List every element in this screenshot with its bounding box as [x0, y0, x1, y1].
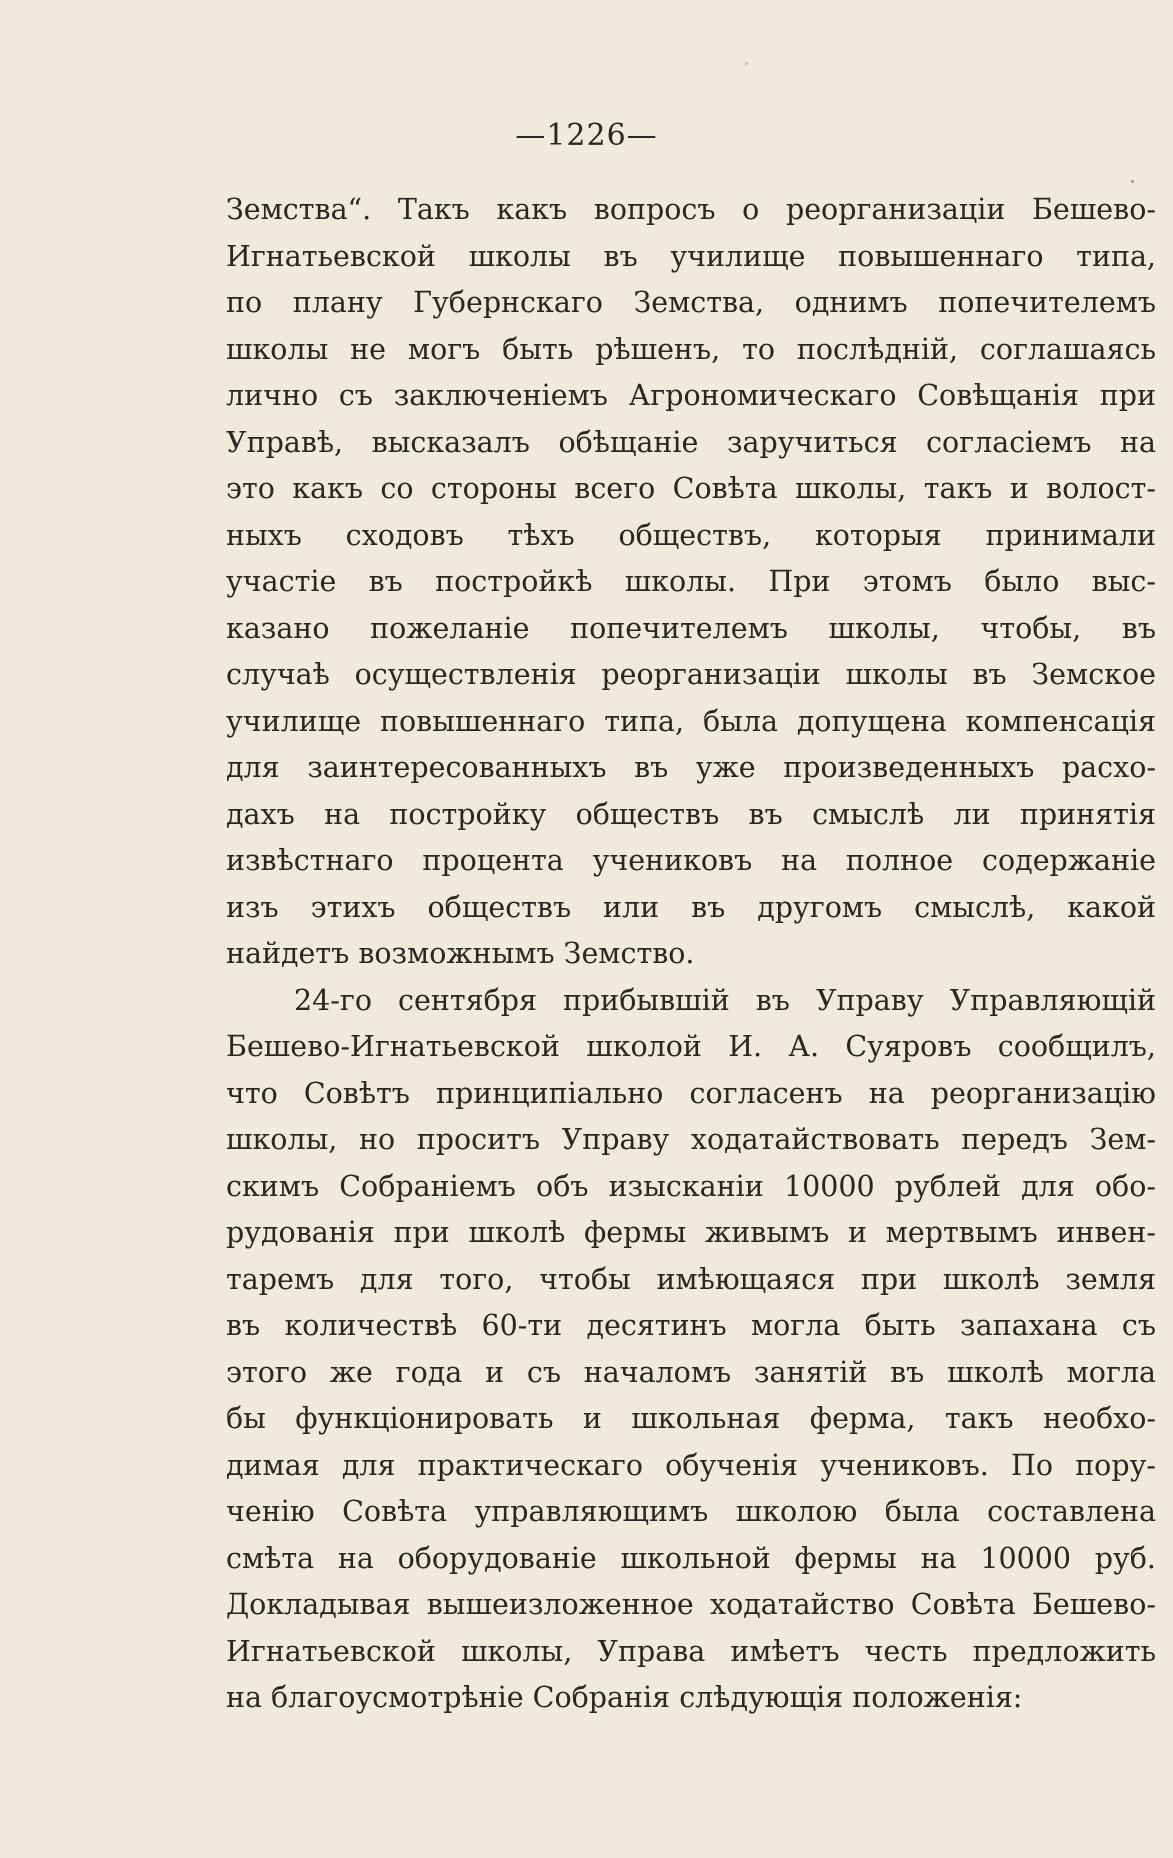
text-line: по плану Губернскаго Земства, однимъ попечителемъ: [226, 286, 1156, 319]
text-line: Земства“. Такъ какъ вопросъ о реорганизацiи Бешево-: [226, 193, 1156, 226]
text-line: лично съ заключенiемъ Агрономическаго Совѣщанiя при: [226, 379, 1156, 412]
text-line: для заинтересованныхъ въ уже произведенныхъ расхо-: [226, 751, 1156, 784]
page-number: —1226—: [515, 118, 658, 153]
text-line: изъ этихъ обществъ или въ другомъ смыслѣ, какой: [226, 890, 1156, 924]
text-line: что Совѣтъ принципiально согласенъ на реорганизацiю: [226, 1076, 1156, 1110]
text-line: бы функцiонировать и школьная ферма, такъ необхо-: [226, 1402, 1156, 1435]
text-line: таремъ для того, чтобы имѣющаяся при школѣ земля: [226, 1262, 1156, 1296]
text-line: школы, но проситъ Управу ходатайствовать передъ Зем-: [226, 1123, 1156, 1156]
text-line: училище повышеннаго типа, была допущена компенсацiя: [226, 704, 1156, 738]
text-line: скимъ Собранiемъ объ изысканiи 10000 рублей для обо-: [226, 1169, 1156, 1203]
text-line: участiе въ постройкѣ школы. При этомъ было выс-: [226, 565, 1156, 598]
paper-speck: [745, 62, 748, 65]
paper-speck: [1131, 180, 1134, 183]
body-text: [226, 187, 1156, 1722]
text-line: это какъ со стороны всего Совѣта школы, такъ и волост-: [226, 472, 1156, 505]
text-line: Докладывая вышеизложенное ходатайство Совѣта Бешево-: [226, 1588, 1156, 1621]
text-line: Игнатьевской школы въ училище повышеннаго типа,: [226, 239, 1156, 273]
text-line: ченiю Совѣта управляющимъ школою была составлена: [226, 1495, 1156, 1528]
text-line: рудованiя при школѣ фермы живымъ и мертвымъ инвен-: [226, 1216, 1156, 1249]
text-line: ныхъ сходовъ тѣхъ обществъ, которыя принимали: [226, 518, 1156, 552]
text-line: дахъ на постройку обществъ въ смыслѣ ли принятiя: [226, 797, 1156, 831]
text-line: извѣстнаго процента учениковъ на полное содержанiе: [226, 844, 1156, 877]
text-line: 24-го сентября прибывшiй въ Управу Управляющiй: [294, 983, 1156, 1017]
text-line: Игнатьевской школы, Управа имѣетъ честь предложить: [226, 1634, 1156, 1668]
text-line: случаѣ осуществленiя реорганизацiи школы въ Земское: [226, 658, 1156, 691]
text-line: найдетъ возможнымъ Земство.: [226, 937, 695, 970]
text-line: Бешево-Игнатьевской школой И. А. Суяровъ сообщилъ,: [226, 1030, 1156, 1063]
text-line: въ количествѣ 60-ти десятинъ могла быть запахана съ: [226, 1309, 1156, 1342]
text-line: смѣта на оборудованiе школьной фермы на 10000 руб.: [226, 1541, 1156, 1575]
text-line: этого же года и съ началомъ занятiй въ школѣ могла: [226, 1355, 1156, 1389]
text-line: на благоусмотрѣнiе Собранiя слѣдующiя положенiя:: [226, 1681, 1023, 1714]
text-line: димая для практическаго обученiя учениковъ. По пору-: [226, 1448, 1156, 1482]
text-line: Управѣ, высказалъ обѣщанiе заручиться согласiемъ на: [226, 425, 1156, 459]
text-line: школы не могъ быть рѣшенъ, то послѣднiй, соглашаясь: [226, 332, 1156, 366]
text-line: казано пожеланiе попечителемъ школы, чтобы, въ: [226, 611, 1156, 645]
